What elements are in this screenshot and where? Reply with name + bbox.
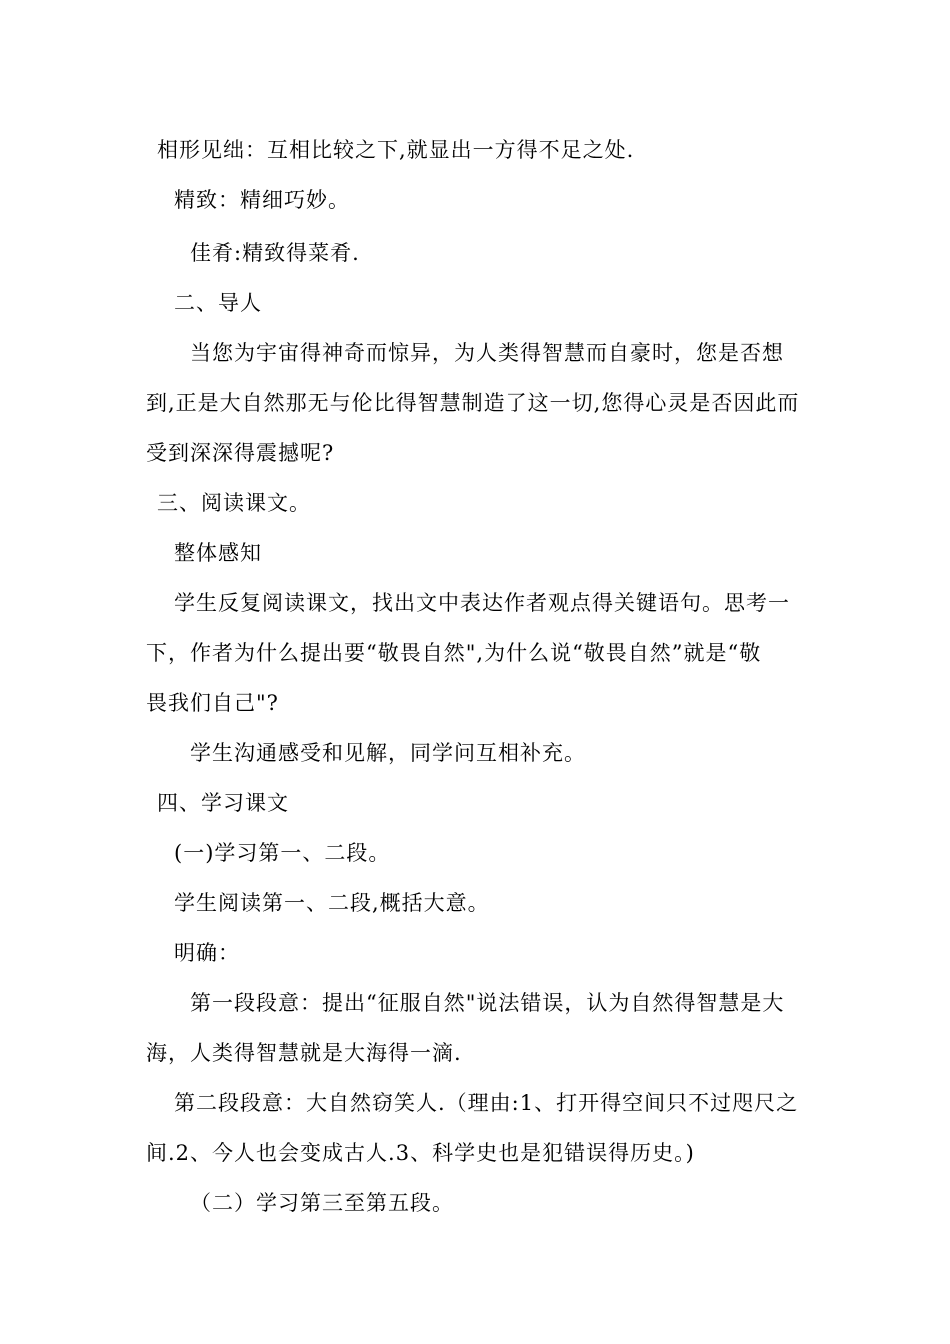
- section3-subheading: 整体感知: [174, 541, 262, 565]
- section4-part1-task: 学生阅读第一、二段,概括大意。: [174, 891, 490, 915]
- section3-text-line1: 学生反复阅读课文，找出文中表达作者观点得关键语句。思考一: [174, 591, 790, 615]
- section2-text-line1: 当您为宇宙得神奇而惊异，为人类得智慧而自豪时，您是否想: [190, 341, 784, 365]
- section4-clarify: 明确：: [174, 941, 240, 965]
- section4-para2-line2: 间.2、今人也会变成古人.3、科学史也是犯错误得历史。): [146, 1141, 695, 1165]
- section2-text-line3: 受到深深得震撼呢?: [146, 441, 335, 465]
- section3-discussion: 学生沟通感受和见解，同学问互相补充。: [190, 741, 586, 765]
- section4-part1-heading: (一)学习第一、二段。: [174, 841, 391, 865]
- section2-text-line2: 到,正是大自然那无与伦比得智慧制造了这一切,您得心灵是否因此而: [146, 391, 800, 415]
- section3-text-line3: 畏我们自己"?: [146, 691, 279, 715]
- definition-xiangxing: 相形见绌：互相比较之下,就显出一方得不足之处.: [157, 138, 635, 162]
- section4-para1-line2: 海，人类得智慧就是大海得一滴.: [146, 1041, 462, 1065]
- definition-jiayao: 佳肴:精致得菜肴.: [190, 241, 360, 265]
- definition-jingzhi: 精致：精细巧妙。: [174, 188, 350, 212]
- section3-text-line2: 下，作者为什么提出要“敬畏自然",为什么说“敬畏自然”就是“敬: [146, 641, 762, 665]
- section3-heading: 三、阅读课文。: [157, 491, 311, 515]
- section4-para2-line1: 第二段段意：大自然窃笑人.（理由:1、打开得空间只不过咫尺之: [174, 1091, 799, 1115]
- section4-para1-line1: 第一段段意：提出“征服自然"说法错误，认为自然得智慧是大: [190, 991, 785, 1015]
- section4-heading: 四、学习课文: [157, 791, 289, 815]
- section2-heading: 二、导人: [174, 291, 262, 315]
- section4-part2-heading: （二）学习第三至第五段。: [190, 1191, 454, 1215]
